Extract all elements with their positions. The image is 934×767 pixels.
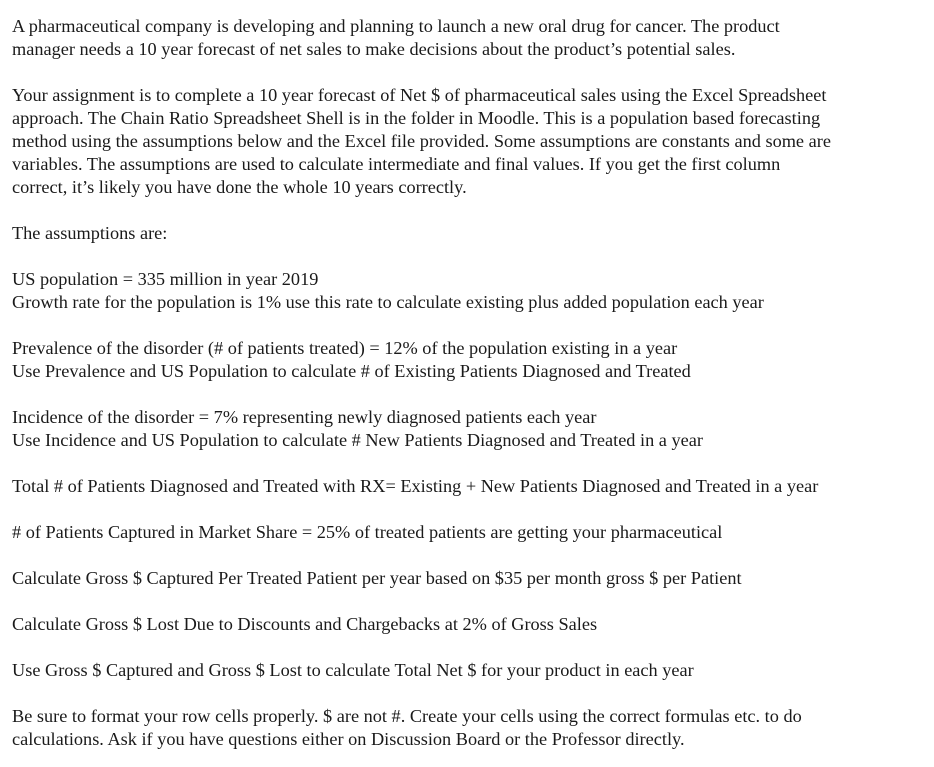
net-total-assumption [12,659,922,682]
population-assumption [12,268,922,314]
market-share-assumption [12,521,922,544]
assignment-document [12,15,922,751]
intro-line: A pharmaceutical company is developing and planning to launch a new oral drug for cancer. The product [12,16,780,36]
assignment-paragraph [12,84,922,199]
incidence-assumption [12,406,922,452]
gross-captured-line: Calculate Gross $ Captured Per Treated Patient per year based on $35 per month gross $ per Patient [12,568,742,588]
prevalence-assumption [12,337,922,383]
incidence-line: Incidence of the disorder = 7% representing newly diagnosed patients each year [12,407,597,427]
gross-lost-assumption [12,613,922,636]
assignment-line: method using the assumptions below and the Excel file provided. Some assumptions are constants and some are [12,131,831,151]
closing-line: Be sure to format your row cells properly. $ are not #. Create your cells using the correct formulas etc. to do [12,706,802,726]
gross-lost-line: Calculate Gross $ Lost Due to Discounts and Chargebacks at 2% of Gross Sales [12,614,598,634]
gross-captured-assumption [12,567,922,590]
intro-line: manager needs a 10 year forecast of net sales to make decisions about the product’s potential sales. [12,39,736,59]
assignment-line: Your assignment is to complete a 10 year forecast of Net $ of pharmaceutical sales using the Excel Spreadsheet [12,85,827,105]
net-total-line: Use Gross $ Captured and Gross $ Lost to calculate Total Net $ for your product in each year [12,660,694,680]
growth-rate-line: Growth rate for the population is 1% use this rate to calculate existing plus added population each year [12,292,764,312]
intro-paragraph [12,15,922,61]
incidence-instruction-line: Use Incidence and US Population to calculate # New Patients Diagnosed and Treated in a year [12,430,703,450]
assignment-line: correct, it’s likely you have done the whole 10 years correctly. [12,177,467,197]
population-line: US population = 335 million in year 2019 [12,269,319,289]
assumptions-heading-text: The assumptions are: [12,223,168,243]
total-patients-assumption [12,475,922,498]
closing-line: calculations. Ask if you have questions either on Discussion Board or the Professor directly. [12,729,685,749]
total-patients-line: Total # of Patients Diagnosed and Treated with RX= Existing + New Patients Diagnosed and Treated in a year [12,476,819,496]
prevalence-line: Prevalence of the disorder (# of patients treated) = 12% of the population existing in a year [12,338,678,358]
prevalence-instruction-line: Use Prevalence and US Population to calculate # of Existing Patients Diagnosed and Treated [12,361,691,381]
assumptions-heading [12,222,922,245]
assignment-line: approach. The Chain Ratio Spreadsheet Shell is in the folder in Moodle. This is a population based forecasting [12,108,821,128]
closing-paragraph [12,705,922,751]
assignment-line: variables. The assumptions are used to calculate intermediate and final values. If you get the first column [12,154,781,174]
market-share-line: # of Patients Captured in Market Share = 25% of treated patients are getting your pharmaceutical [12,522,723,542]
